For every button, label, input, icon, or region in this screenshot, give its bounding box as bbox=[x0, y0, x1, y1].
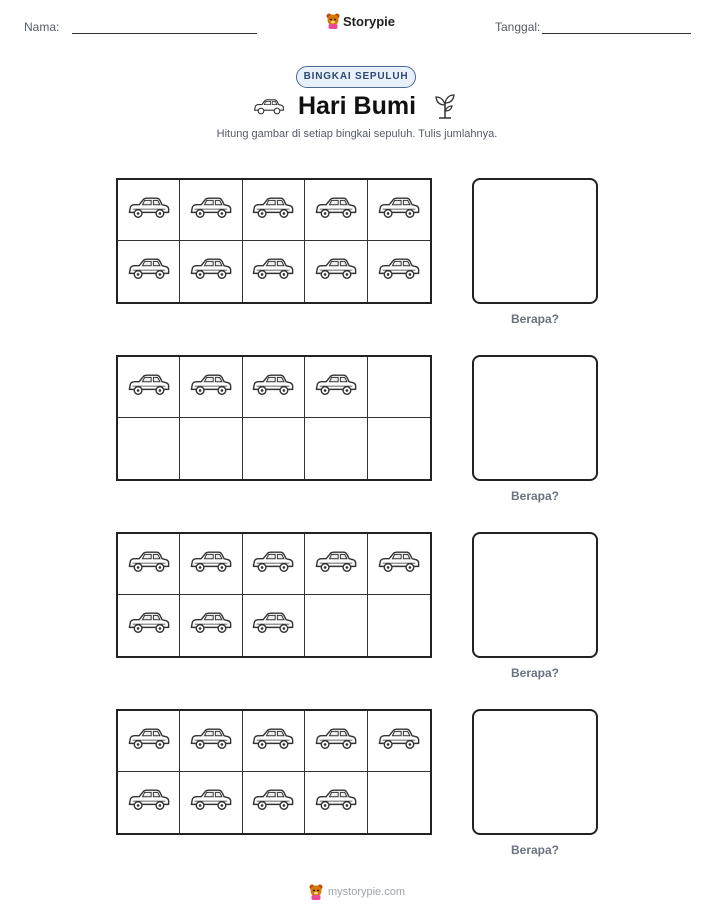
ten-frame-cell bbox=[305, 772, 367, 833]
ten-frame-cell bbox=[368, 357, 430, 418]
car-icon bbox=[314, 257, 358, 286]
answer-box[interactable] bbox=[472, 709, 598, 835]
storypie-logo bbox=[326, 13, 395, 29]
worksheet-title: Hari Bumi bbox=[297, 92, 417, 120]
ten-frame-cell bbox=[368, 772, 430, 833]
ten-frame-cell bbox=[368, 418, 430, 479]
car-icon bbox=[314, 550, 358, 579]
ten-frame-cell bbox=[243, 180, 305, 241]
ten-frame-cell bbox=[305, 357, 367, 418]
ten-frame-cell bbox=[368, 595, 430, 656]
name-field-line[interactable] bbox=[72, 33, 257, 34]
ten-frame-cell bbox=[305, 595, 367, 656]
ten-frame-cell bbox=[368, 534, 430, 595]
car-icon bbox=[251, 611, 295, 640]
ten-frame-cell bbox=[118, 180, 180, 241]
car-icon bbox=[377, 257, 421, 286]
car-icon bbox=[377, 727, 421, 756]
ten-frame-cell bbox=[180, 772, 242, 833]
car-icon bbox=[314, 788, 358, 817]
ten-frame bbox=[116, 178, 432, 304]
car-icon bbox=[251, 196, 295, 225]
brand-name: Storypie bbox=[343, 13, 396, 29]
car-icon bbox=[189, 611, 233, 640]
ten-frame-cell bbox=[118, 418, 180, 479]
ten-frame bbox=[116, 355, 432, 481]
car-icon bbox=[127, 550, 171, 579]
car-icon bbox=[314, 373, 358, 402]
answer-box[interactable] bbox=[472, 355, 598, 481]
ten-frame-cell bbox=[180, 711, 242, 772]
ten-frame-cell bbox=[180, 534, 242, 595]
ten-frame-cell bbox=[305, 418, 367, 479]
car-icon bbox=[189, 788, 233, 817]
date-field-line[interactable] bbox=[542, 33, 691, 34]
bear-mascot-icon bbox=[309, 884, 323, 900]
ten-frame-cell bbox=[243, 418, 305, 479]
ten-frame bbox=[116, 532, 432, 658]
ten-frame-cell bbox=[243, 534, 305, 595]
ten-frame-cell bbox=[368, 241, 430, 302]
car-icon bbox=[314, 196, 358, 225]
ten-frame-cell bbox=[118, 241, 180, 302]
ten-frame-cell bbox=[118, 357, 180, 418]
car-icon bbox=[189, 257, 233, 286]
instructions: Hitung gambar di setiap bingkai sepuluh. Tulis jumlahnya. bbox=[216, 128, 498, 140]
ten-frame bbox=[116, 709, 432, 835]
car-icon bbox=[127, 196, 171, 225]
car-icon bbox=[189, 727, 233, 756]
ten-frame-cell bbox=[180, 418, 242, 479]
ten-frame-cell bbox=[243, 711, 305, 772]
car-icon bbox=[189, 196, 233, 225]
car-icon bbox=[127, 257, 171, 286]
bear-mascot-icon bbox=[326, 13, 340, 29]
ten-frame-cell bbox=[243, 357, 305, 418]
ten-frame-cell bbox=[118, 711, 180, 772]
car-icon bbox=[127, 788, 171, 817]
ten-frame-cell bbox=[180, 595, 242, 656]
ten-frame-cell bbox=[180, 241, 242, 302]
answer-box[interactable] bbox=[472, 178, 598, 304]
ten-frame-cell bbox=[243, 772, 305, 833]
car-icon bbox=[377, 550, 421, 579]
car-icon bbox=[251, 727, 295, 756]
car-icon bbox=[251, 788, 295, 817]
answer-box[interactable] bbox=[472, 532, 598, 658]
answer-prompt: Berapa? bbox=[510, 489, 560, 503]
ten-frame-cell bbox=[243, 595, 305, 656]
answer-prompt: Berapa? bbox=[510, 666, 560, 680]
ten-frame-cell bbox=[118, 534, 180, 595]
car-icon bbox=[127, 373, 171, 402]
name-label: Nama: bbox=[24, 20, 60, 34]
sprout-icon bbox=[434, 93, 456, 119]
car-icon bbox=[189, 373, 233, 402]
ten-frame-cell bbox=[118, 595, 180, 656]
car-icon bbox=[377, 196, 421, 225]
car-icon bbox=[189, 550, 233, 579]
car-icon bbox=[251, 257, 295, 286]
ten-frame-cell bbox=[305, 534, 367, 595]
ten-frame-cell bbox=[368, 711, 430, 772]
ten-frame-cell bbox=[305, 180, 367, 241]
ten-frame-cell bbox=[243, 241, 305, 302]
ten-frame-cell bbox=[305, 711, 367, 772]
car-icon bbox=[127, 611, 171, 640]
car-icon bbox=[127, 727, 171, 756]
car-icon bbox=[251, 550, 295, 579]
car-icon bbox=[251, 373, 295, 402]
ten-frame-cell bbox=[180, 357, 242, 418]
answer-prompt: Berapa? bbox=[510, 843, 560, 857]
date-label: Tanggal: bbox=[495, 20, 541, 34]
ten-frame-cell bbox=[180, 180, 242, 241]
worksheet-type-badge: BINGKAI SEPULUH bbox=[296, 66, 416, 88]
car-icon bbox=[314, 727, 358, 756]
footer-url[interactable]: mystorypie.com bbox=[327, 886, 406, 898]
footer bbox=[0, 884, 714, 900]
answer-prompt: Berapa? bbox=[510, 312, 560, 326]
ten-frame-cell bbox=[368, 180, 430, 241]
ten-frame-cell bbox=[305, 241, 367, 302]
ten-frame-cell bbox=[118, 772, 180, 833]
